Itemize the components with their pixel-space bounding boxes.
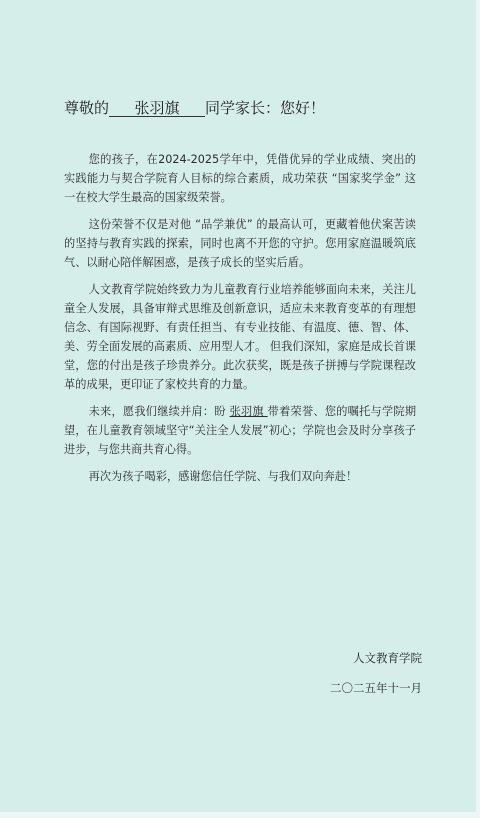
paragraph-future-before: 未来，愿我们继续并肩：盼 (88, 405, 230, 418)
page-right-edge (476, 0, 480, 818)
paragraph-award: 您的孩子，在2024-2025学年中，凭借优异的学业成绩、突出的实践能力与契合学院育人目标的综合素质，成功荣获 “国家奖学金” 这一在校大学生最高的国家级荣誉。 (64, 153, 416, 204)
salutation-suffix: 同学家长：您好！ (205, 99, 326, 117)
paragraph-closing: 再次为孩子喝彩，感谢您信任学院、与我们双向奔赴！ (88, 470, 358, 483)
paragraph-future-after: 带着荣誉、您的嘱托与学院期望，在儿童教育领域坚守“关注全人发展”初心；学院也会及时分享孩子进步，与您共商共育心得。 (64, 405, 417, 456)
student-name: 张羽旗 (109, 101, 205, 117)
page-bottom-edge (0, 812, 480, 818)
signature-org: 人文教育学院 (353, 651, 422, 665)
signature-date: 二〇二五年十一月 (330, 681, 422, 695)
salutation (64, 97, 325, 118)
paragraph-thanks: 这份荣誉不仅是对他 “品学兼优” 的最高认可，更藏着他伏案苦读的坚持与教育实践的探索，同时也离不开您的守护。您用家庭温暖筑底气、以耐心陪伴解困惑，是孩子成长的坚实后盾。 (64, 218, 416, 269)
paragraph-college: 人文教育学院始终致力为儿童教育行业培养能够面向未来，关注儿童全人发展，具备审辩式思维及创新意识，适应未来教育变革的有理想信念、有国际视野、有责任担当、有专业技能、有温度、德、智、体、美、劳全面发展的高素质、应用型人才。 但我们深知，家庭是成长首课堂，您的付出是孩子珍贵养分。此次获奖，既是孩子拼搏与学院课程改革的成果，更印证了家校共育的力量。 (64, 283, 416, 391)
paragraph-future (64, 402, 416, 459)
salutation-prefix: 尊敬的 (64, 99, 110, 117)
letter-body (64, 150, 416, 494)
paragraph-future-name: 张羽旗 (229, 405, 268, 418)
